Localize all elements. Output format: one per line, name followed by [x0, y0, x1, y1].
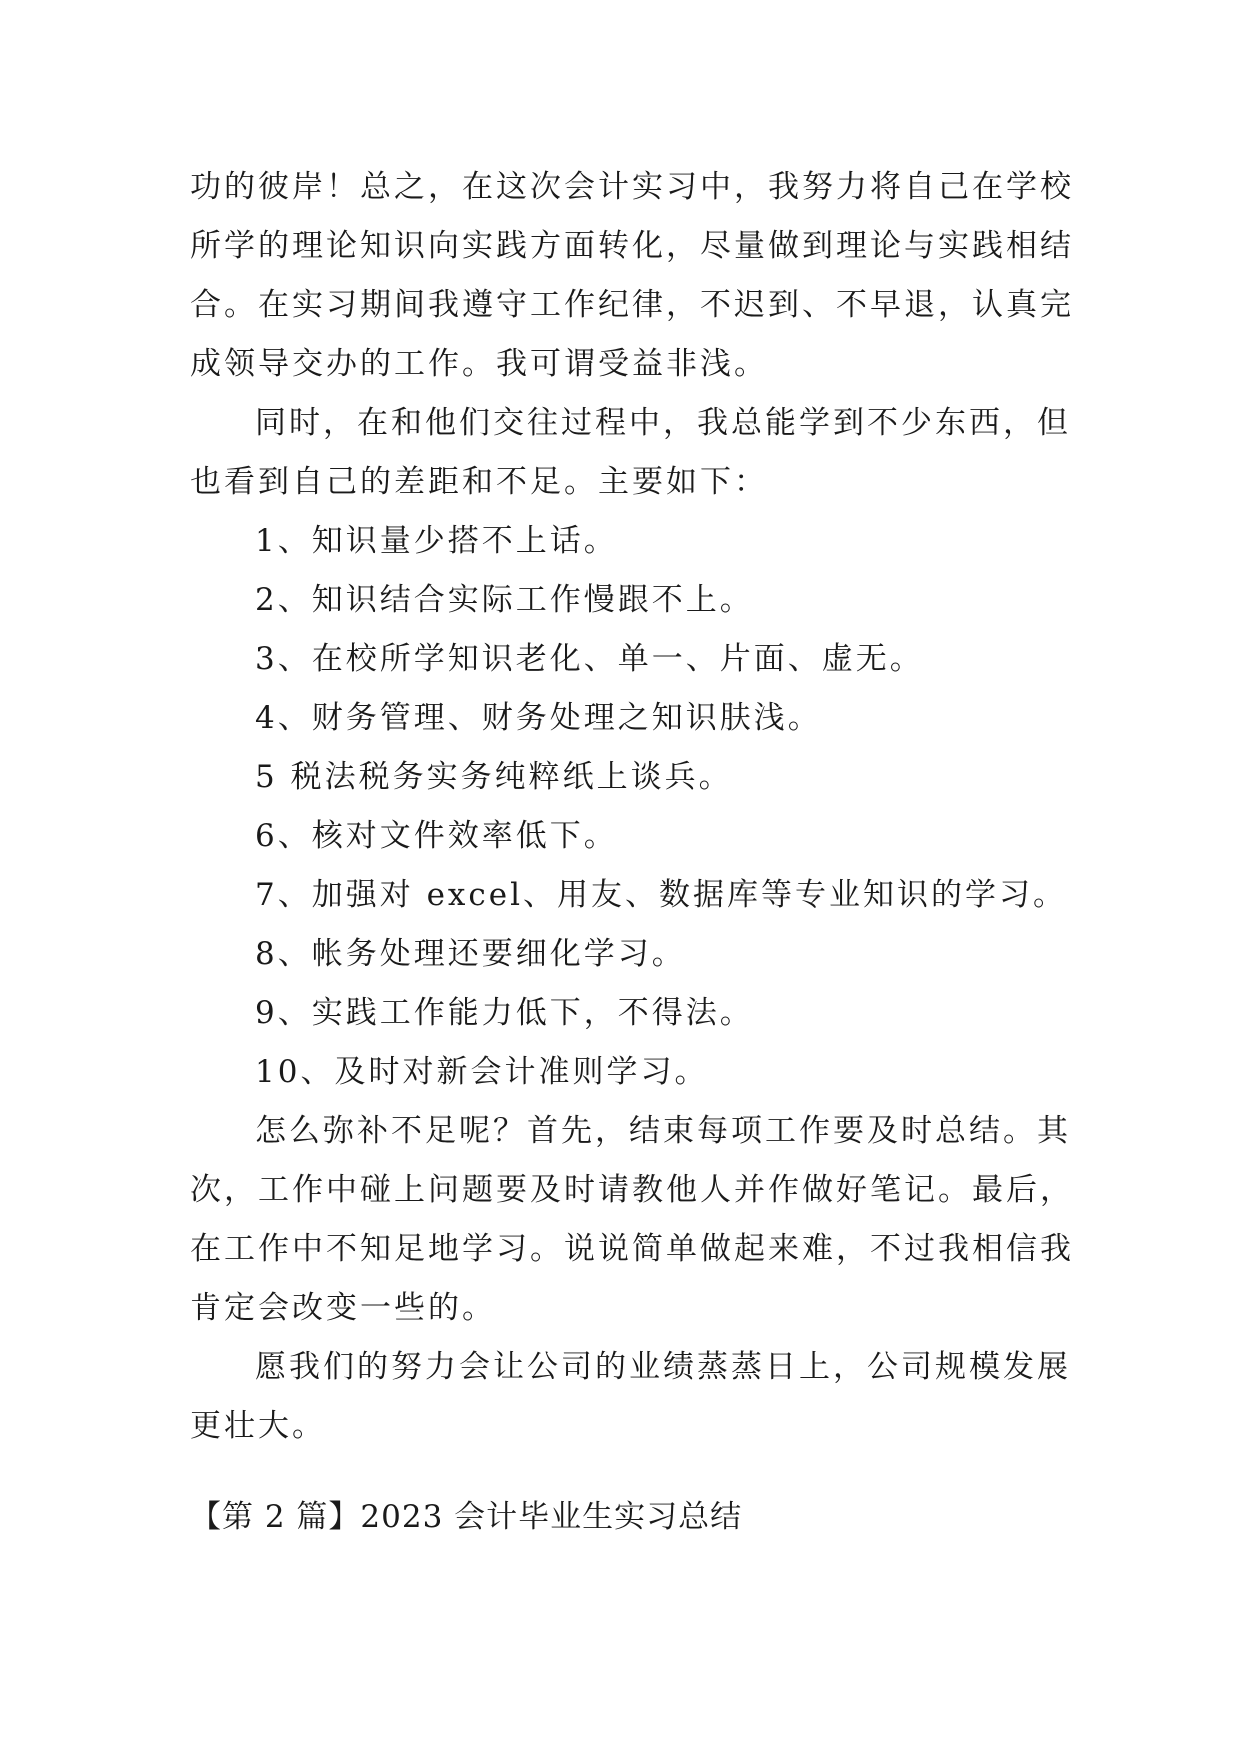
body-line: 肯定会改变一些的。 — [190, 1290, 496, 1326]
body-line: 次，工作中碰上问题要及时请教他人并作做好笔记。最后， — [190, 1172, 1074, 1208]
list-item: 10、及时对新会计准则学习。 — [255, 1054, 709, 1090]
body-line: 功的彼岸！总之，在这次会计实习中，我努力将自己在学校 — [190, 169, 1074, 205]
body-line: 成领导交办的工作。我可谓受益非浅。 — [190, 346, 768, 382]
body-line: 在工作中不知足地学习。说说简单做起来难，不过我相信我 — [190, 1231, 1074, 1267]
body-line: 愿我们的努力会让公司的业绩蒸蒸日上，公司规模发展 — [255, 1349, 1071, 1385]
list-item: 1、知识量少搭不上话。 — [255, 523, 618, 559]
body-line: 所学的理论知识向实践方面转化，尽量做到理论与实践相结 — [190, 228, 1074, 264]
section-heading: 【第 2 篇】2023 会计毕业生实习总结 — [190, 1499, 743, 1535]
list-item: 7、加强对 excel、用友、数据库等专业知识的学习。 — [255, 877, 1068, 913]
list-item: 3、在校所学知识老化、单一、片面、虚无。 — [255, 641, 924, 677]
body-line: 合。在实习期间我遵守工作纪律，不迟到、不早退，认真完 — [190, 287, 1074, 323]
body-line: 也看到自己的差距和不足。主要如下： — [190, 464, 768, 500]
body-line: 同时，在和他们交往过程中，我总能学到不少东西，但 — [255, 405, 1071, 441]
list-item: 2、知识结合实际工作慢跟不上。 — [255, 582, 754, 618]
document-body — [190, 158, 1074, 1456]
list-item: 6、核对文件效率低下。 — [255, 818, 618, 854]
list-item: 4、财务管理、财务处理之知识肤浅。 — [255, 700, 822, 736]
body-line: 怎么弥补不足呢？首先，结束每项工作要及时总结。其 — [255, 1113, 1071, 1149]
list-item: 8、帐务处理还要细化学习。 — [255, 936, 686, 972]
list-item: 5 税法税务实务纯粹纸上谈兵。 — [255, 759, 733, 795]
list-item: 9、实践工作能力低下，不得法。 — [255, 995, 754, 1031]
body-line: 更壮大。 — [190, 1408, 326, 1444]
